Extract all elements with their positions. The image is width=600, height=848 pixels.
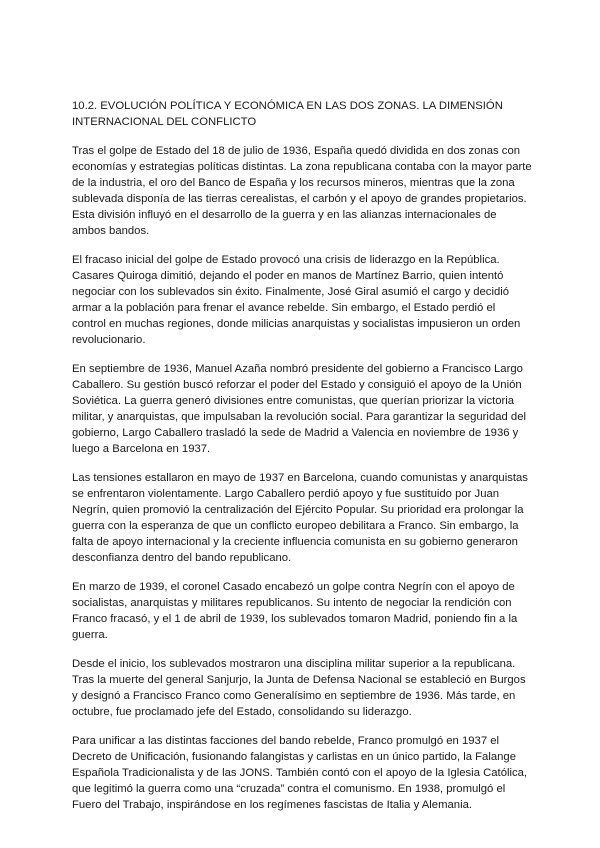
- paragraph-5: En marzo de 1939, el coronel Casado encabezó un golpe contra Negrín con el apoyo de socialistas, anarquistas y militares republicanos. Su intento de negociar la rendición con Franco fracasó, y el 1 de abril de 1939, los sublevados tomaron Madrid, poniendo fin a la guerra.: [72, 581, 518, 641]
- paragraph-2: El fracaso inicial del golpe de Estado provocó una crisis de liderazgo en la República. Casares Quiroga dimitió, dejando el poder en manos de Martínez Barrio, quien intentó negociar con los sublevados sin éxito. Finalmente, José Giral asumió el cargo y decidió armar a la población para frenar el avance rebelde. Sin embargo, el Estado perdió el control en muchas regiones, donde milicias anarquistas y socialistas impusieron un orden revolucionario.: [72, 254, 521, 346]
- paragraph-4: Las tensiones estallaron en mayo de 1937 en Barcelona, cuando comunistas y anarquistas se enfrentaron violentamente. Largo Caballero perdió apoyo y fue sustituido por Juan Negrín, quien promovió la centralización del Ejército Popular. Su prioridad era prolongar la guerra con la esperanza de que un conflicto europeo debilitara a Franco. Sin embargo, la falta de apoyo internacional y la creciente influencia comunista en su gobierno generaron desconfianza dentro del bando republicano.: [72, 472, 528, 564]
- document-title: 10.2. EVOLUCIÓN POLÍTICA Y ECONÓMICA EN LAS DOS ZONAS. LA DIMENSIÓN INTERNACIONAL DEL CONFLICTO: [72, 100, 503, 128]
- paragraph-3: En septiembre de 1936, Manuel Azaña nombró presidente del gobierno a Francisco Largo Caballero. Su gestión buscó reforzar el poder del Estado y consiguió el apoyo de la Unión Soviética. La guerra generó divisiones entre comunistas, que querían priorizar la victoria militar, y anarquistas, que impulsaban la revolución social. Para garantizar la seguridad del gobierno, Largo Caballero trasladó la sede de Madrid a Valencia en noviembre de 1936 y luego a Barcelona en 1937.: [72, 363, 527, 455]
- paragraph-1: Tras el golpe de Estado del 18 de julio de 1936, España quedó dividida en dos zonas con economías y estrategias políticas distintas. La zona republicana contaba con la mayor parte de la industria, el oro del Banco de España y los recursos mineros, mientras que la zona sublevada disponía de las tierras cerealistas, el carbón y el apoyo de grandes propietarios. Esta división influyó en el desarrollo de la guerra y en las alianzas internacionales de ambos bandos.: [72, 145, 532, 237]
- document-page: [72, 98, 532, 826]
- paragraph-6: Desde el inicio, los sublevados mostraron una disciplina militar superior a la republicana. Tras la muerte del general Sanjurjo, la Junta de Defensa Nacional se estableció en Burgos y designó a Francisco Franco como Generalísimo en septiembre de 1936. Más tarde, en octubre, fue proclamado jefe del Estado, consolidando su liderazgo.: [72, 658, 526, 718]
- paragraph-7: Para unificar a las distintas facciones del bando rebelde, Franco promulgó en 1937 el Decreto de Unificación, fusionando falangistas y carlistas en un único partido, la Falange Española Tradicionalista y de las JONS. También contó con el apoyo de la Iglesia Católica, que legitimó la guerra como una “cruzada” contra el comunismo. En 1938, promulgó el Fuero del Trabajo, inspirándose en los regímenes fascistas de Italia y Alemania.: [72, 735, 528, 811]
